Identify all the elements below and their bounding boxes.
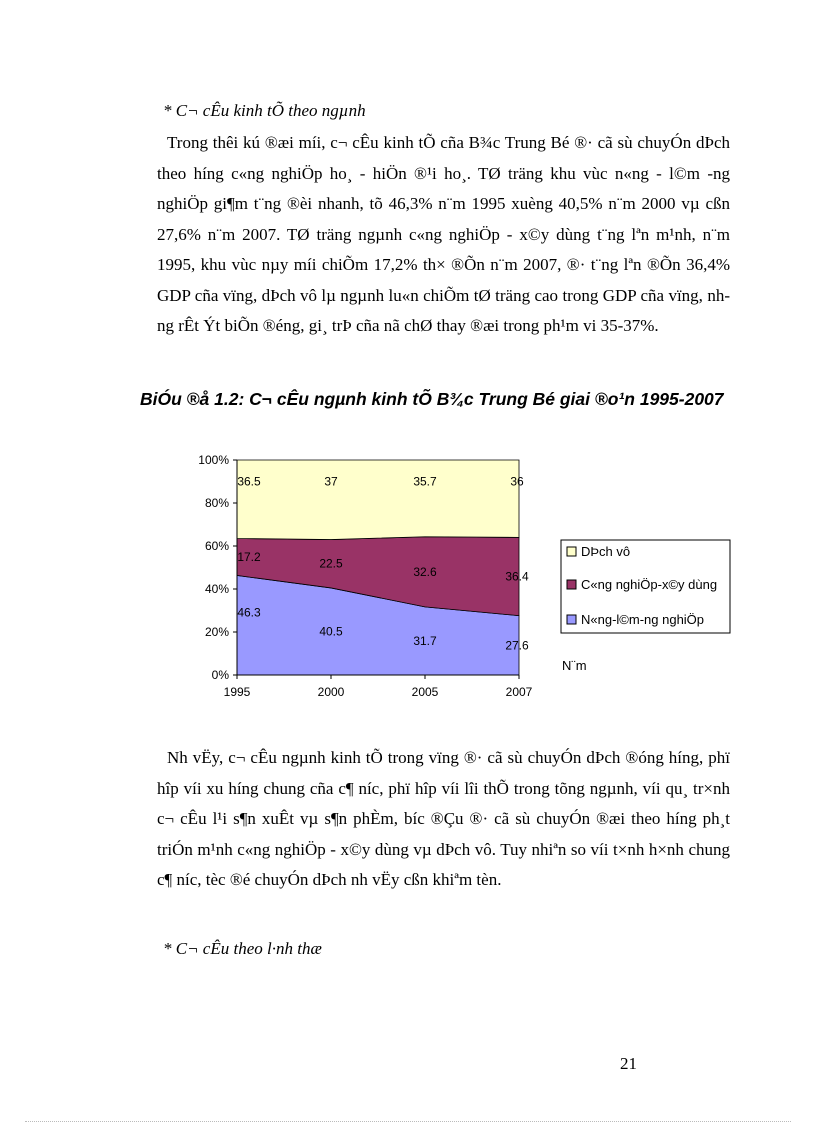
- y-tick-label: 100%: [198, 453, 229, 467]
- paragraph-conclusion: [157, 743, 730, 896]
- data-label-2-2: 35.7: [413, 474, 437, 489]
- legend-label: N«ng-l©m-ng nghiÖp: [581, 612, 705, 627]
- paragraph-text-1: Trong thêi kú ®æi míi, c¬ cÊu kinh tÕ cña B¾c Trung Bé ®· cã sù chuyÓn dÞch theo híng c«ng nghiÖp ho¸ - hiÖn ®¹i ho¸. TØ träng khu vùc n«ng - l©m -ng nghiÖp gi¶m t¨ng ®èi nhanh, tõ 46,3% n¨m 1995 xuèng 40,5% n¨m 2000 vµ cßn 27,6% n¨m 2007. TØ träng ngµnh c«ng nghiÖp - x©y dùng t¨ng lªn m¹nh, n¨m 1995, khu vùc nµy míi chiÕm 17,2% th× ®Õn n¨m 2007, ®· t¨ng lªn ®Õn 36,4% GDP cña vïng, dÞch vô lµ ngµnh lu«n chiÕm tØ träng cao trong GDP cña vïng, nhng rÊt Ýt biÕn ®éng, gi¸ trÞ cña nã chØ thay ®æi trong ph¹m vi 35-37%.: [157, 133, 730, 335]
- data-label-1-1: 22.5: [319, 556, 343, 571]
- chart-title: BiÓu ®å 1.2: C¬ cÊu ngµnh kinh tÕ B¾c Trung Bé giai ®o¹n 1995-2007: [140, 389, 724, 409]
- x-tick-label: 2005: [411, 685, 439, 699]
- section-heading-territory: * C¬ cÊu theo l·nh thæ: [163, 939, 322, 958]
- footer-divider: [25, 1121, 791, 1122]
- y-tick-label: 0%: [211, 668, 229, 682]
- paragraph-text-2: Nh vËy, c¬ cÊu ngµnh kinh tÕ trong vïng ®· cã sù chuyÓn dÞch ®óng híng, phï hîp víi xu híng chung cña c¶ níc, phï hîp víi lîi thÕ trong tõng ngµnh, víi qu¸ tr×nh c¬ cÊu l¹i s¶n xuÊt vµ s¶n phÈm, bíc ®Çu ®· cã sù chuyÓn ®æi theo híng ph¸t triÓn m¹nh c«ng nghiÖp - x©y dùng vµ dÞch vô. Tuy nhiªn so víi t×nh h×nh chung c¶ níc, tèc ®é chuyÓn dÞch nh vËy cßn khiªm tèn.: [157, 748, 730, 889]
- data-label-0-3: 27.6: [505, 638, 529, 653]
- x-tick-label: 2000: [317, 685, 345, 699]
- data-label-2-3: 36: [510, 474, 524, 489]
- x-axis-title: N¨m: [562, 658, 587, 673]
- legend-swatch: [567, 615, 576, 624]
- data-label-1-3: 36.4: [505, 569, 529, 584]
- data-label-2-1: 37: [324, 474, 338, 489]
- data-label-0-0: 46.3: [237, 605, 261, 620]
- data-label-2-0: 36.5: [237, 474, 261, 489]
- y-tick-label: 20%: [204, 625, 229, 639]
- data-label-0-2: 31.7: [413, 633, 437, 648]
- data-label-1-0: 17.2: [237, 549, 261, 564]
- x-tick-label: 2007: [505, 685, 533, 699]
- data-label-0-1: 40.5: [319, 624, 343, 639]
- data-label-1-2: 32.6: [413, 564, 437, 579]
- y-tick-label: 80%: [204, 496, 229, 510]
- x-tick-label: 1995: [223, 685, 251, 699]
- y-tick-label: 40%: [204, 582, 229, 596]
- y-tick-label: 60%: [204, 539, 229, 553]
- legend-label: DÞch vô: [581, 544, 631, 559]
- area-series-services: [237, 460, 519, 540]
- legend-swatch: [567, 547, 576, 556]
- legend-label: C«ng nghiÖp-x©y dùng: [581, 577, 718, 592]
- legend-swatch: [567, 580, 576, 589]
- section-heading-economic: * C¬ cÊu kinh tÕ theo ngµnh: [163, 101, 366, 120]
- page-number: 21: [620, 1054, 637, 1073]
